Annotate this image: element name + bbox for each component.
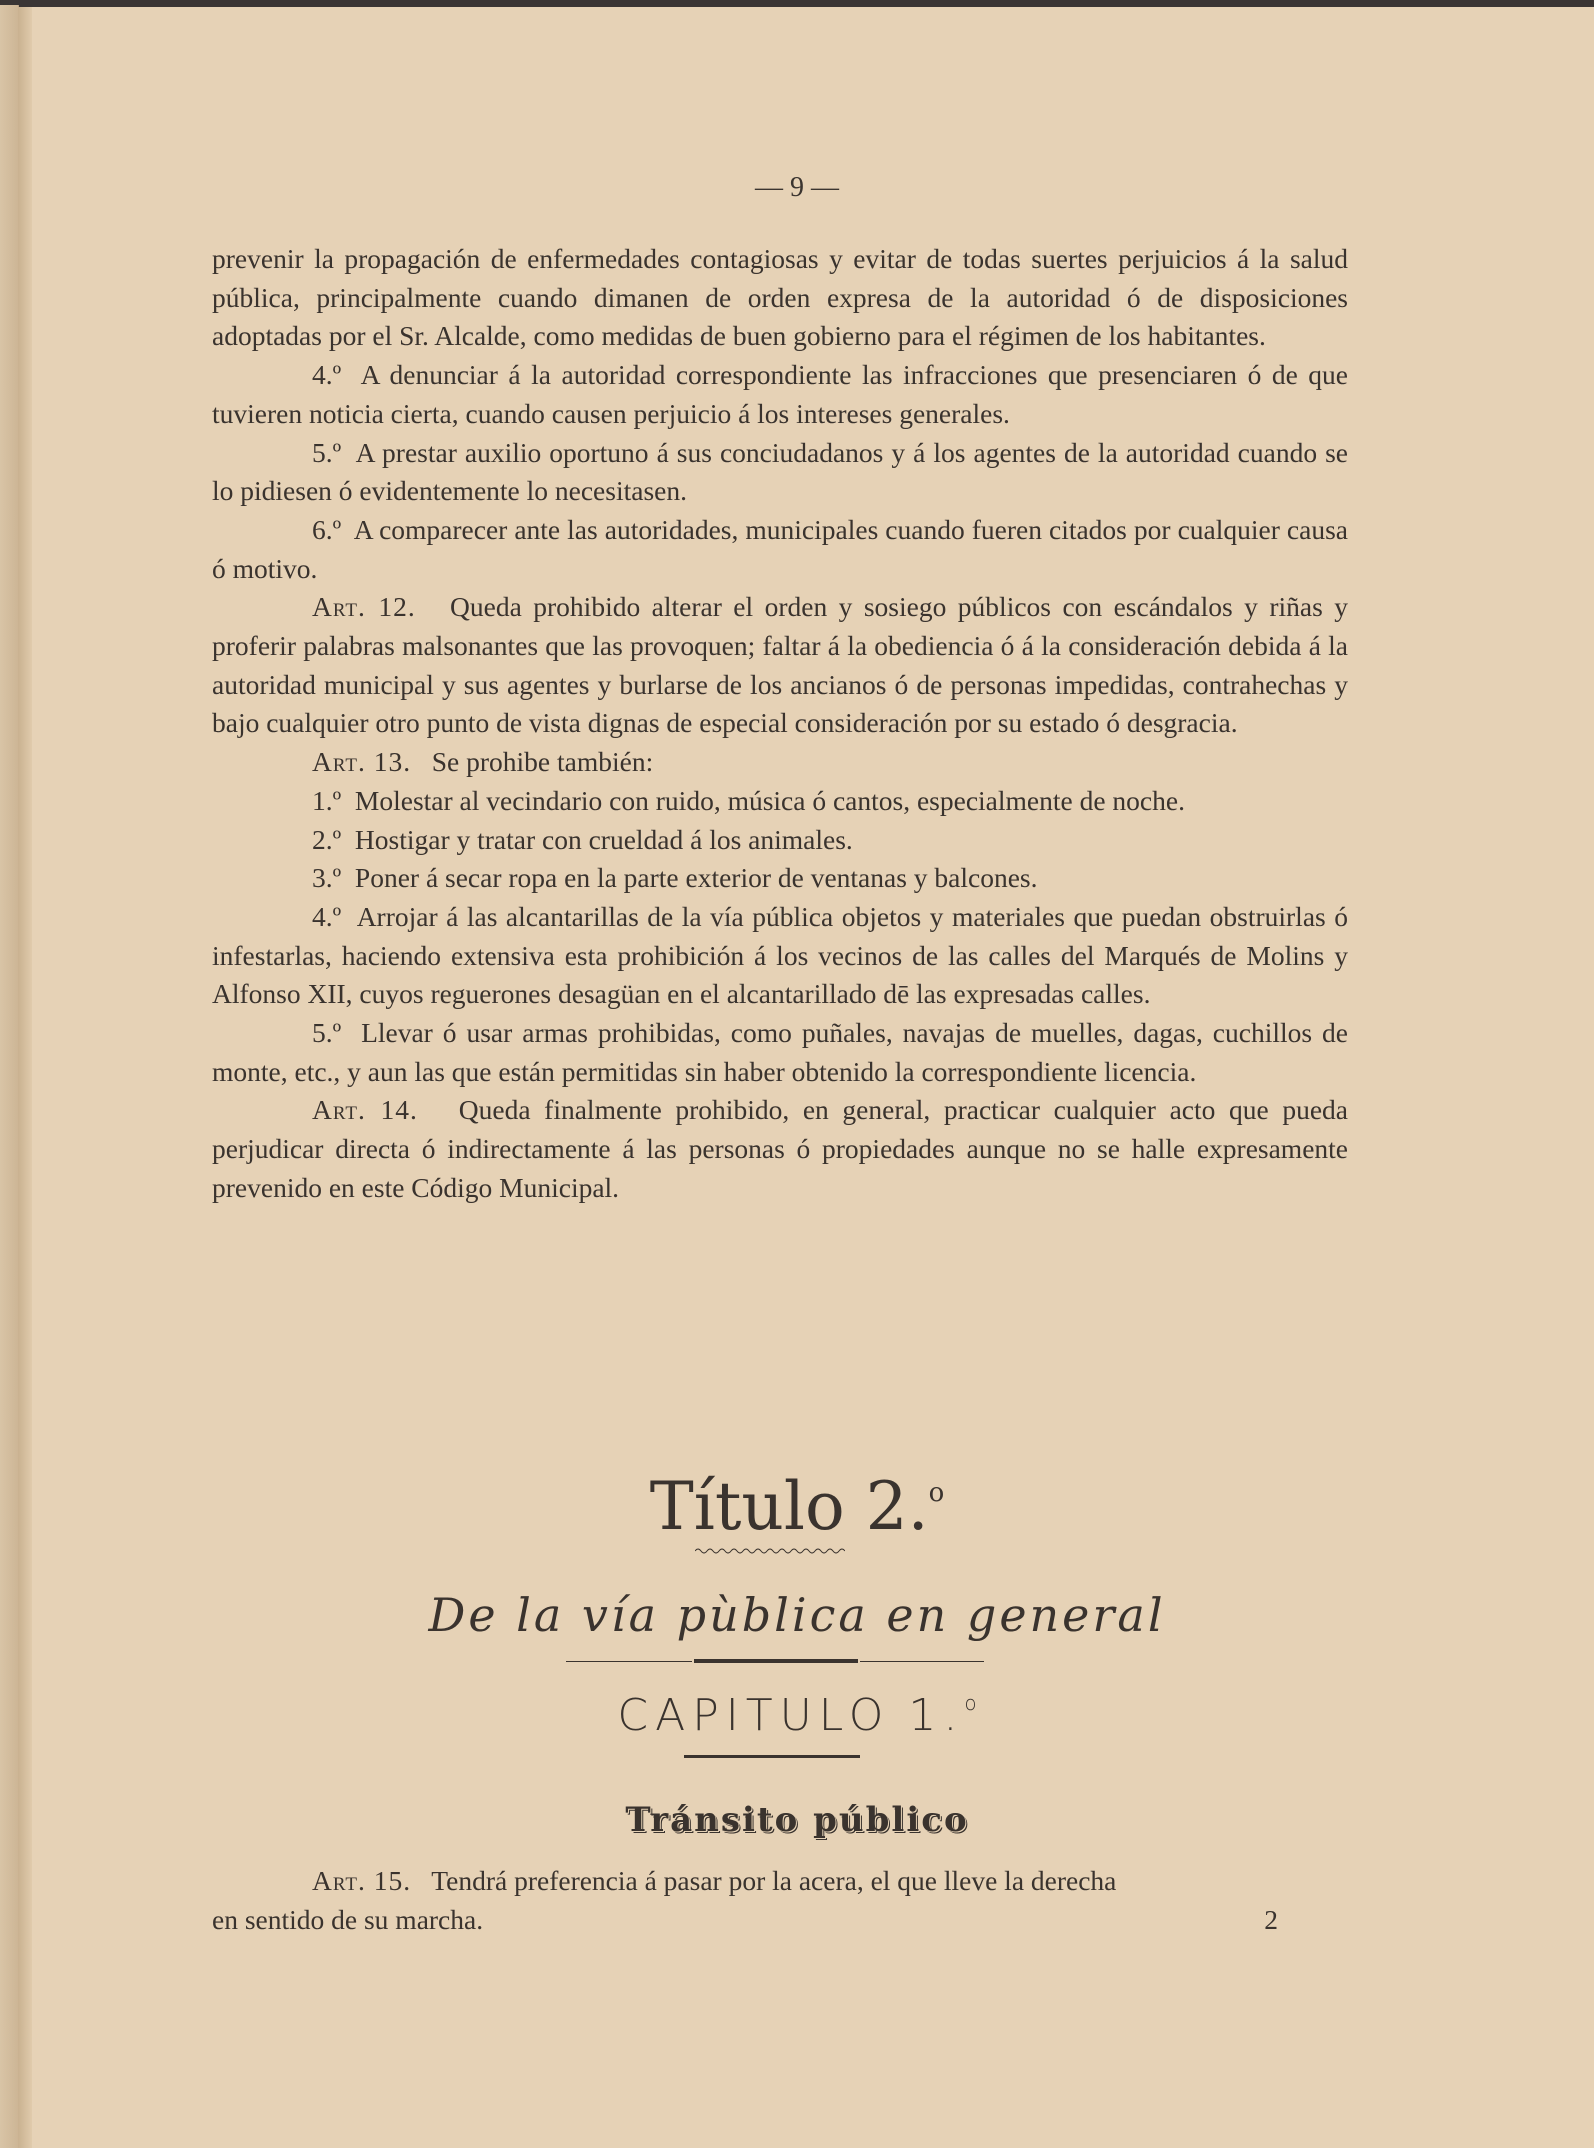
item-number: 1.º bbox=[312, 784, 342, 816]
art13-item-5 bbox=[212, 1014, 1348, 1091]
article-15-first-line bbox=[212, 1862, 1348, 1901]
article-label: Art. 14. bbox=[312, 1094, 418, 1126]
art13-item-4 bbox=[212, 898, 1348, 1014]
chapter-label: CAPITULO bbox=[617, 1690, 891, 1741]
article-12 bbox=[212, 588, 1348, 743]
article-label: Art. 12. bbox=[312, 591, 416, 623]
art13-item-2 bbox=[212, 821, 1348, 860]
article-15 bbox=[212, 1862, 1348, 1939]
item-text: Molestar al vecindario con ruido, música ó cantos, especialmente de noche. bbox=[354, 784, 1185, 816]
article-text: Queda finalmente prohibido, en general, practicar cualquier acto que pueda perjudicar directa ó indirectamente á las personas ó propiedades aunque no se halle expresamente prevenido en este Código Municipal. bbox=[212, 1094, 1349, 1203]
item-text: Arrojar á las alcantarillas de la vía pública objetos y materiales que puedan obstruirlas ó infestarlas, haciendo extensiva esta prohibición á los vecinos de las calles del Marqués de Molins y Alfonso XII, cuyos reguerones desagüan en el alcantarillado dē las expresadas calles. bbox=[212, 900, 1348, 1010]
article-text: Se prohibe también: bbox=[431, 746, 654, 778]
item-text: A denunciar á la autoridad correspondiente las infracciones que presenciaren ó de que tuvieren noticia cierta, cuando causen perjuicio á los intereses generales. bbox=[212, 359, 1348, 429]
article-label: Art. 15. bbox=[312, 1865, 412, 1896]
item-text: Hostigar y tratar con crueldad á los animales. bbox=[354, 823, 853, 855]
item-number: 5.º bbox=[312, 1017, 342, 1049]
paragraph-continuation: prevenir la propagación de enfermedades contagiosas y evitar de todas suertes perjuicios á la salud pública, principalmente cuando dimanen de orden expresa de la autoridad ó de disposiciones adoptadas por el Sr. Alcalde, como medidas de buen gobierno para el régimen de los habitantes. bbox=[212, 243, 1348, 352]
wavy-ornament-rule bbox=[695, 1547, 845, 1555]
title-heading bbox=[0, 1468, 1594, 1545]
item-number: 5.º bbox=[312, 436, 342, 468]
art13-item-3 bbox=[212, 859, 1348, 898]
section-heading: Tránsito público bbox=[625, 1800, 969, 1840]
chapter-heading bbox=[0, 1690, 1594, 1741]
signature-mark: 2 bbox=[1264, 1903, 1278, 1935]
item-number: 2.º bbox=[312, 823, 342, 855]
chapter-number: 1. bbox=[908, 1690, 965, 1741]
item-number: 3.º bbox=[312, 862, 342, 894]
article-15-last-line bbox=[212, 1901, 1348, 1940]
article-text-end: en sentido de su marcha. bbox=[212, 1903, 484, 1935]
chapter-rule bbox=[684, 1755, 860, 1758]
ornament-rule-right bbox=[860, 1661, 984, 1662]
item-text: A prestar auxilio oportuno á sus conciudadanos y á los agentes de la autoridad cuando se lo pidiesen ó evidentemente lo necesitasen. bbox=[212, 436, 1348, 507]
chapter-ordinal: o bbox=[964, 1691, 977, 1715]
article-label: Art. 13. bbox=[312, 746, 412, 778]
item-number: 4.º bbox=[312, 359, 342, 391]
ornament-rule-left bbox=[566, 1661, 692, 1662]
article-14 bbox=[212, 1091, 1348, 1207]
item-number: 6.º bbox=[312, 513, 342, 545]
title-text: Título 2. bbox=[649, 1468, 929, 1545]
body-text bbox=[212, 240, 1348, 1208]
item-text: Poner á secar ropa en la parte exterior de ventanas y balcones. bbox=[354, 862, 1038, 894]
art11-item-4 bbox=[212, 356, 1348, 433]
art11-item-6 bbox=[212, 511, 1348, 588]
article-text: Tendrá preferencia á pasar por la acera, el que lleve la derecha bbox=[431, 1865, 1117, 1896]
page-number: — 9 — bbox=[755, 172, 839, 203]
article-text: Queda prohibido alterar el orden y sosiego públicos con escándalos y riñas y proferir palabras malsonantes que las provoquen; faltar á la obediencia ó á la consideración debida á la autoridad municipal y sus agentes y burlarse de los ancianos ó de personas impedidas, contrahechas y bajo cualquier otro punto de vista dignas de especial consideración por su estado ó desgracia. bbox=[212, 591, 1349, 739]
ornament-rule-center bbox=[694, 1659, 858, 1663]
art13-item-1 bbox=[212, 782, 1348, 821]
scan-top-edge bbox=[0, 0, 1594, 7]
item-text: A comparecer ante las autoridades, municipales cuando fueren citados por cualquier causa ó motivo. bbox=[212, 513, 1349, 584]
item-number: 4.º bbox=[312, 900, 342, 932]
title-ordinal: o bbox=[928, 1478, 945, 1508]
article-13 bbox=[212, 743, 1348, 782]
item-text: Llevar ó usar armas prohibidas, como puñales, navajas de muelles, dagas, cuchillos de monte, etc., y aun las que están permitidas sin haber obtenido la correspondiente licencia. bbox=[212, 1017, 1348, 1087]
art11-item-5 bbox=[212, 434, 1348, 511]
subtitle-heading: De la vía pùblica en general bbox=[428, 1588, 1166, 1642]
